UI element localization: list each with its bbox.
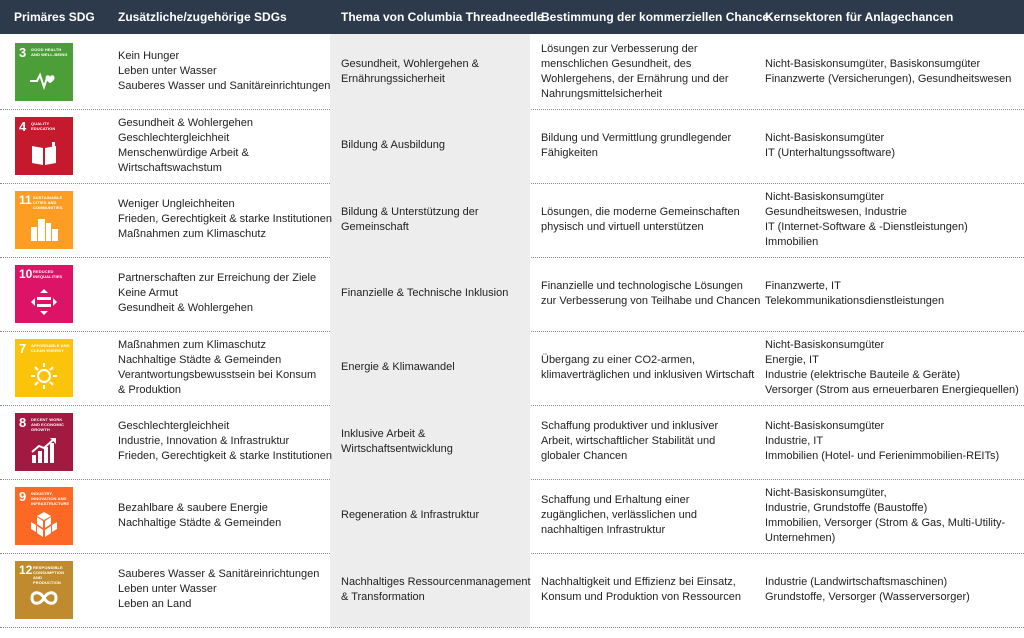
table-row xyxy=(0,256,1024,331)
opportunity-cell-text xyxy=(541,353,754,383)
header-theme: Thema von Columbia Threadneedle xyxy=(341,10,544,24)
additional-sdgs-text-line: Weniger Ungleichheiten xyxy=(118,198,235,210)
sdg-number: 4 xyxy=(19,118,27,134)
theme-cell-text-line: Wirtschaftsentwicklung xyxy=(341,442,453,455)
sdg-10-tile xyxy=(15,265,73,323)
additional-sdgs-text-line: Maßnahmen zum Klimaschutz xyxy=(118,228,266,240)
additional-sdgs xyxy=(118,330,333,405)
sectors-cell-text-line: Nicht-Basiskonsumgüter xyxy=(765,420,885,432)
cubes-icon xyxy=(29,509,59,539)
opportunity-cell xyxy=(541,108,753,183)
opportunity-cell-text-line: globaler Chancen xyxy=(541,450,628,462)
additional-sdgs-text xyxy=(118,338,316,398)
sectors-cell-text-line: IT (Unterhaltungssoftware) xyxy=(765,146,896,159)
sectors-cell-text-line: Versorger (Strom aus erneuerbaren Energiequellen) xyxy=(765,383,1019,396)
sectors-cell-text-line: Industrie (Landwirtschaftsmaschinen) xyxy=(765,575,948,588)
additional-sdgs xyxy=(118,108,333,183)
additional-sdgs-text-line: Geschlechtergleichheit xyxy=(118,420,230,432)
sectors-cell-text-line: Grundstoffe, Versorger (Wasserversorger) xyxy=(765,590,970,603)
opportunity-cell xyxy=(541,330,753,405)
header-opportunity: Bestimmung der kommerziellen Chance xyxy=(541,10,770,24)
additional-sdgs-text xyxy=(118,271,316,316)
sectors-cell-text xyxy=(765,338,1019,398)
sdg-number: 7 xyxy=(19,340,27,356)
theme-cell-text xyxy=(341,205,479,235)
additional-sdgs-text-line: Kein Hunger xyxy=(118,50,180,62)
sectors-cell-text xyxy=(765,419,999,464)
sdg-8-tile xyxy=(15,413,73,471)
opportunity-cell-text-line: zur Verbesserung von Teilhabe und Chancen xyxy=(541,294,761,307)
equality-icon xyxy=(29,287,59,317)
theme-cell-text-line: Gesundheit, Wohlergehen & xyxy=(341,57,479,70)
sectors-cell-text xyxy=(765,57,1011,87)
sdg-title: REDUCED INEQUALITIES xyxy=(33,268,63,279)
opportunity-cell-text-line: Nahrungsmittelsicherheit xyxy=(541,87,663,100)
theme-cell-text-line: Bildung & Ausbildung xyxy=(341,139,445,151)
additional-sdgs-text-line: Menschenwürdige Arbeit & xyxy=(118,146,249,159)
sectors-cell-text-line: Telekommunikationsdienstleistungen xyxy=(765,294,945,307)
opportunity-cell xyxy=(541,404,753,479)
theme-cell xyxy=(341,256,527,331)
additional-sdgs-text xyxy=(118,419,332,464)
theme-cell xyxy=(341,404,527,479)
city-icon xyxy=(29,213,59,243)
sectors-cell xyxy=(765,404,1020,479)
sectors-cell-text-line: Industrie, Grundstoffe (Baustoffe) xyxy=(765,501,928,514)
additional-sdgs-text-line: Keine Armut xyxy=(118,287,178,299)
sdg-title: INDUSTRY, INNOVATION AND INFRASTRUCTURE xyxy=(31,490,70,506)
additional-sdgs xyxy=(118,182,333,257)
opportunity-cell xyxy=(541,256,761,331)
table-row xyxy=(0,108,1024,183)
sectors-cell-text-line: Finanzwerte (Versicherungen), Gesundheitswesen xyxy=(765,72,1012,85)
sectors-cell xyxy=(765,34,1020,109)
sdg-title: SUSTAINABLE CITIES AND COMMUNITIES xyxy=(33,194,63,210)
additional-sdgs-text xyxy=(118,49,330,94)
sectors-cell-text-line: Gesundheitswesen, Industrie xyxy=(765,205,907,218)
sectors-cell xyxy=(765,256,1020,331)
sectors-cell-text xyxy=(765,575,970,605)
additional-sdgs-text xyxy=(118,197,332,242)
sectors-cell-text-line: Industrie (elektrische Bauteile & Geräte) xyxy=(765,368,961,381)
sectors-cell-text-line: Nicht-Basiskonsumgüter xyxy=(765,338,885,351)
sectors-cell-text-line: Nicht-Basiskonsumgüter xyxy=(765,190,885,203)
sectors-cell-text xyxy=(765,131,895,161)
sectors-cell-text-line: Nicht-Basiskonsumgüter, Basiskonsumgüter xyxy=(765,57,981,70)
sectors-cell xyxy=(765,478,1020,553)
sectors-cell-text-line: Immobilien xyxy=(765,235,819,248)
additional-sdgs-text-line: Gesundheit & Wohlergehen xyxy=(118,116,253,129)
opportunity-cell-text-line: Arbeit, wirtschaftlicher Stabilität und xyxy=(541,435,716,447)
theme-cell-text-line: Bildung & Unterstützung der xyxy=(341,205,479,218)
sectors-cell-text-line: Nicht-Basiskonsumgüter xyxy=(765,131,885,144)
theme-cell xyxy=(341,552,531,627)
additional-sdgs-text-line: Wirtschaftswachstum xyxy=(118,161,222,174)
additional-sdgs-text-line: Leben an Land xyxy=(118,598,192,610)
additional-sdgs xyxy=(118,552,333,627)
sectors-cell xyxy=(765,552,1020,627)
sdg-number: 3 xyxy=(19,44,27,60)
table-row xyxy=(0,552,1024,627)
sdg-9-tile xyxy=(15,487,73,545)
heartbeat-icon xyxy=(29,65,59,95)
table-row xyxy=(0,34,1024,109)
opportunity-cell-text-line: Nachhaltigkeit und Effizienz bei Einsatz, xyxy=(541,575,736,588)
sdg-title: QUALITY EDUCATION xyxy=(31,120,56,131)
book-icon xyxy=(29,139,59,169)
sectors-cell xyxy=(765,108,1020,183)
sectors-cell-text-line: Unternehmen) xyxy=(765,531,836,544)
additional-sdgs-text-line: Bezahlbare & saubere Energie xyxy=(118,501,268,514)
sdg-title: GOOD HEALTH AND WELL-BEING xyxy=(31,46,68,57)
sdg-number: 11 xyxy=(19,192,32,207)
sectors-cell-text-line: Immobilien, Versorger (Strom & Gas, Multi-Utility- xyxy=(765,516,1006,529)
additional-sdgs-text-line: & Produktion xyxy=(118,383,181,396)
additional-sdgs xyxy=(118,256,333,331)
opportunity-cell-text-line: zugänglichen, verlässlichen und xyxy=(541,509,697,521)
theme-cell xyxy=(341,108,527,183)
opportunity-cell-text-line: Schaffung und Erhaltung einer xyxy=(541,494,690,506)
additional-sdgs-text xyxy=(118,567,319,612)
opportunity-cell-text xyxy=(541,493,697,538)
opportunity-cell-text-line: Übergang zu einer CO2-armen, xyxy=(541,353,696,366)
growth-chart-icon xyxy=(29,435,59,465)
sdg-title: RESPONSIBLE CONSUMPTION AND PRODUCTION xyxy=(33,564,65,585)
opportunity-cell-text xyxy=(541,419,718,464)
opportunity-cell xyxy=(541,478,753,553)
table-header xyxy=(0,0,1024,34)
additional-sdgs-text-line: Sauberes Wasser und Sanitäreinrichtungen xyxy=(118,80,331,92)
opportunity-cell-text xyxy=(541,131,731,161)
theme-cell-text-line: Finanzielle & Technische Inklusion xyxy=(341,287,509,299)
theme-cell xyxy=(341,182,527,257)
theme-cell-text xyxy=(341,286,508,301)
additional-sdgs-text-line: Nachhaltige Städte & Gemeinden xyxy=(118,516,282,529)
additional-sdgs-text xyxy=(118,116,253,176)
additional-sdgs-text-line: Leben unter Wasser xyxy=(118,583,217,595)
additional-sdgs-text-line: Verantwortungsbewusstsein bei Konsum xyxy=(118,368,317,381)
theme-cell-text xyxy=(341,138,445,153)
additional-sdgs-text-line: Maßnahmen zum Klimaschutz xyxy=(118,338,266,351)
opportunity-cell-text xyxy=(541,279,760,309)
sectors-cell-text-line: IT (Internet-Software & -Dienstleistungen) xyxy=(765,220,968,233)
sun-icon xyxy=(29,361,59,391)
opportunity-cell-text-line: nachhaltigen Infrastruktur xyxy=(541,524,666,536)
opportunity-cell-text-line: menschlichen Gesundheit, des xyxy=(541,57,692,70)
opportunity-cell-text xyxy=(541,575,741,605)
opportunity-cell-text-line: Bildung und Vermittlung grundlegender xyxy=(541,131,732,144)
theme-cell xyxy=(341,478,527,553)
theme-cell-text xyxy=(341,360,455,375)
header-primary-sdg: Primäres SDG xyxy=(14,10,95,24)
additional-sdgs-text-line: Partnerschaften zur Erreichung der Ziele xyxy=(118,272,317,284)
sdg-number: 10 xyxy=(19,266,33,281)
sdg-7-tile xyxy=(15,339,73,397)
table-row xyxy=(0,182,1024,257)
opportunity-cell-text-line: physisch und virtuell unterstützen xyxy=(541,220,704,233)
theme-cell xyxy=(341,330,527,405)
theme-cell-text-line: Gemeinschaft xyxy=(341,220,409,233)
header-additional-sdgs: Zusätzliche/zugehörige SDGs xyxy=(118,10,287,24)
theme-cell-text-line: Inklusive Arbeit & xyxy=(341,427,426,440)
sdg-3-tile xyxy=(15,43,73,101)
opportunity-cell-text-line: Wohlergehens, der Ernährung und der xyxy=(541,72,729,85)
sectors-cell-text-line: Finanzwerte, IT xyxy=(765,279,841,292)
theme-cell-text xyxy=(341,575,531,605)
additional-sdgs-text-line: Industrie, Innovation & Infrastruktur xyxy=(118,435,290,447)
opportunity-cell-text-line: klimaverträglichen und inklusiven Wirtschaft xyxy=(541,368,755,381)
theme-cell-text-line: & Transformation xyxy=(341,590,425,603)
opportunity-cell-text-line: Finanzielle und technologische Lösungen xyxy=(541,279,743,292)
sectors-cell-text-line: Industrie, IT xyxy=(765,435,824,447)
sdg-12-tile xyxy=(15,561,73,619)
theme-cell-text xyxy=(341,57,479,87)
opportunity-cell xyxy=(541,552,753,627)
table-row xyxy=(0,404,1024,479)
additional-sdgs xyxy=(118,478,333,553)
sectors-cell xyxy=(765,330,1020,405)
sectors-cell-text xyxy=(765,279,944,309)
additional-sdgs xyxy=(118,404,333,479)
theme-cell-text-line: Energie & Klimawandel xyxy=(341,361,455,373)
sectors-cell-text-line: Immobilien (Hotel- und Ferienimmobilien-REITs) xyxy=(765,450,1000,462)
opportunity-cell-text-line: Schaffung produktiver und inklusiver xyxy=(541,420,719,432)
table-row xyxy=(0,478,1024,553)
sdg-number: 12 xyxy=(19,562,33,577)
sdg-number: 9 xyxy=(19,488,27,504)
opportunity-cell-text-line: Fähigkeiten xyxy=(541,146,598,159)
additional-sdgs xyxy=(118,34,333,109)
additional-sdgs-text-line: Sauberes Wasser & Sanitäreinrichtungen xyxy=(118,568,320,580)
opportunity-cell-text-line: Konsum und Produktion von Ressourcen xyxy=(541,590,741,603)
opportunity-cell-text xyxy=(541,205,740,235)
infinity-icon xyxy=(29,583,59,613)
sdg-11-tile xyxy=(15,191,73,249)
additional-sdgs-text-line: Leben unter Wasser xyxy=(118,65,217,77)
additional-sdgs-text-line: Frieden, Gerechtigkeit & starke Institutionen xyxy=(118,213,332,225)
sectors-cell-text xyxy=(765,190,968,250)
theme-cell-text-line: Regeneration & Infrastruktur xyxy=(341,509,480,521)
theme-cell-text-line: Nachhaltiges Ressourcenmanagement xyxy=(341,575,531,588)
sectors-cell-text xyxy=(765,486,1005,546)
theme-cell xyxy=(341,34,527,109)
theme-cell-text-line: Ernährungssicherheit xyxy=(341,72,445,85)
theme-cell-text xyxy=(341,508,479,523)
sdg-4-tile xyxy=(15,117,73,175)
opportunity-cell-text-line: Lösungen, die moderne Gemeinschaften xyxy=(541,205,740,218)
opportunity-cell xyxy=(541,34,753,109)
opportunity-cell-text-line: Lösungen zur Verbesserung der xyxy=(541,42,698,55)
sdg-number: 8 xyxy=(19,414,27,430)
additional-sdgs-text-line: Frieden, Gerechtigkeit & starke Institutionen xyxy=(118,450,332,462)
additional-sdgs-text xyxy=(118,501,281,531)
header-sectors: Kernsektoren für Anlagechancen xyxy=(765,10,954,24)
theme-cell-text xyxy=(341,427,453,457)
table-row xyxy=(0,330,1024,405)
sectors-cell-text-line: Nicht-Basiskonsumgüter, xyxy=(765,486,887,499)
sectors-cell xyxy=(765,182,1020,257)
sdg-title: AFFORDABLE AND CLEAN ENERGY xyxy=(31,342,70,353)
sectors-cell-text-line: Energie, IT xyxy=(765,353,819,366)
additional-sdgs-text-line: Geschlechtergleichheit xyxy=(118,131,230,144)
additional-sdgs-text-line: Nachhaltige Städte & Gemeinden xyxy=(118,353,282,366)
opportunity-cell-text xyxy=(541,42,729,102)
sdg-title: DECENT WORK AND ECONOMIC GROWTH xyxy=(31,416,64,432)
additional-sdgs-text-line: Gesundheit & Wohlergehen xyxy=(118,302,253,314)
opportunity-cell xyxy=(541,182,753,257)
